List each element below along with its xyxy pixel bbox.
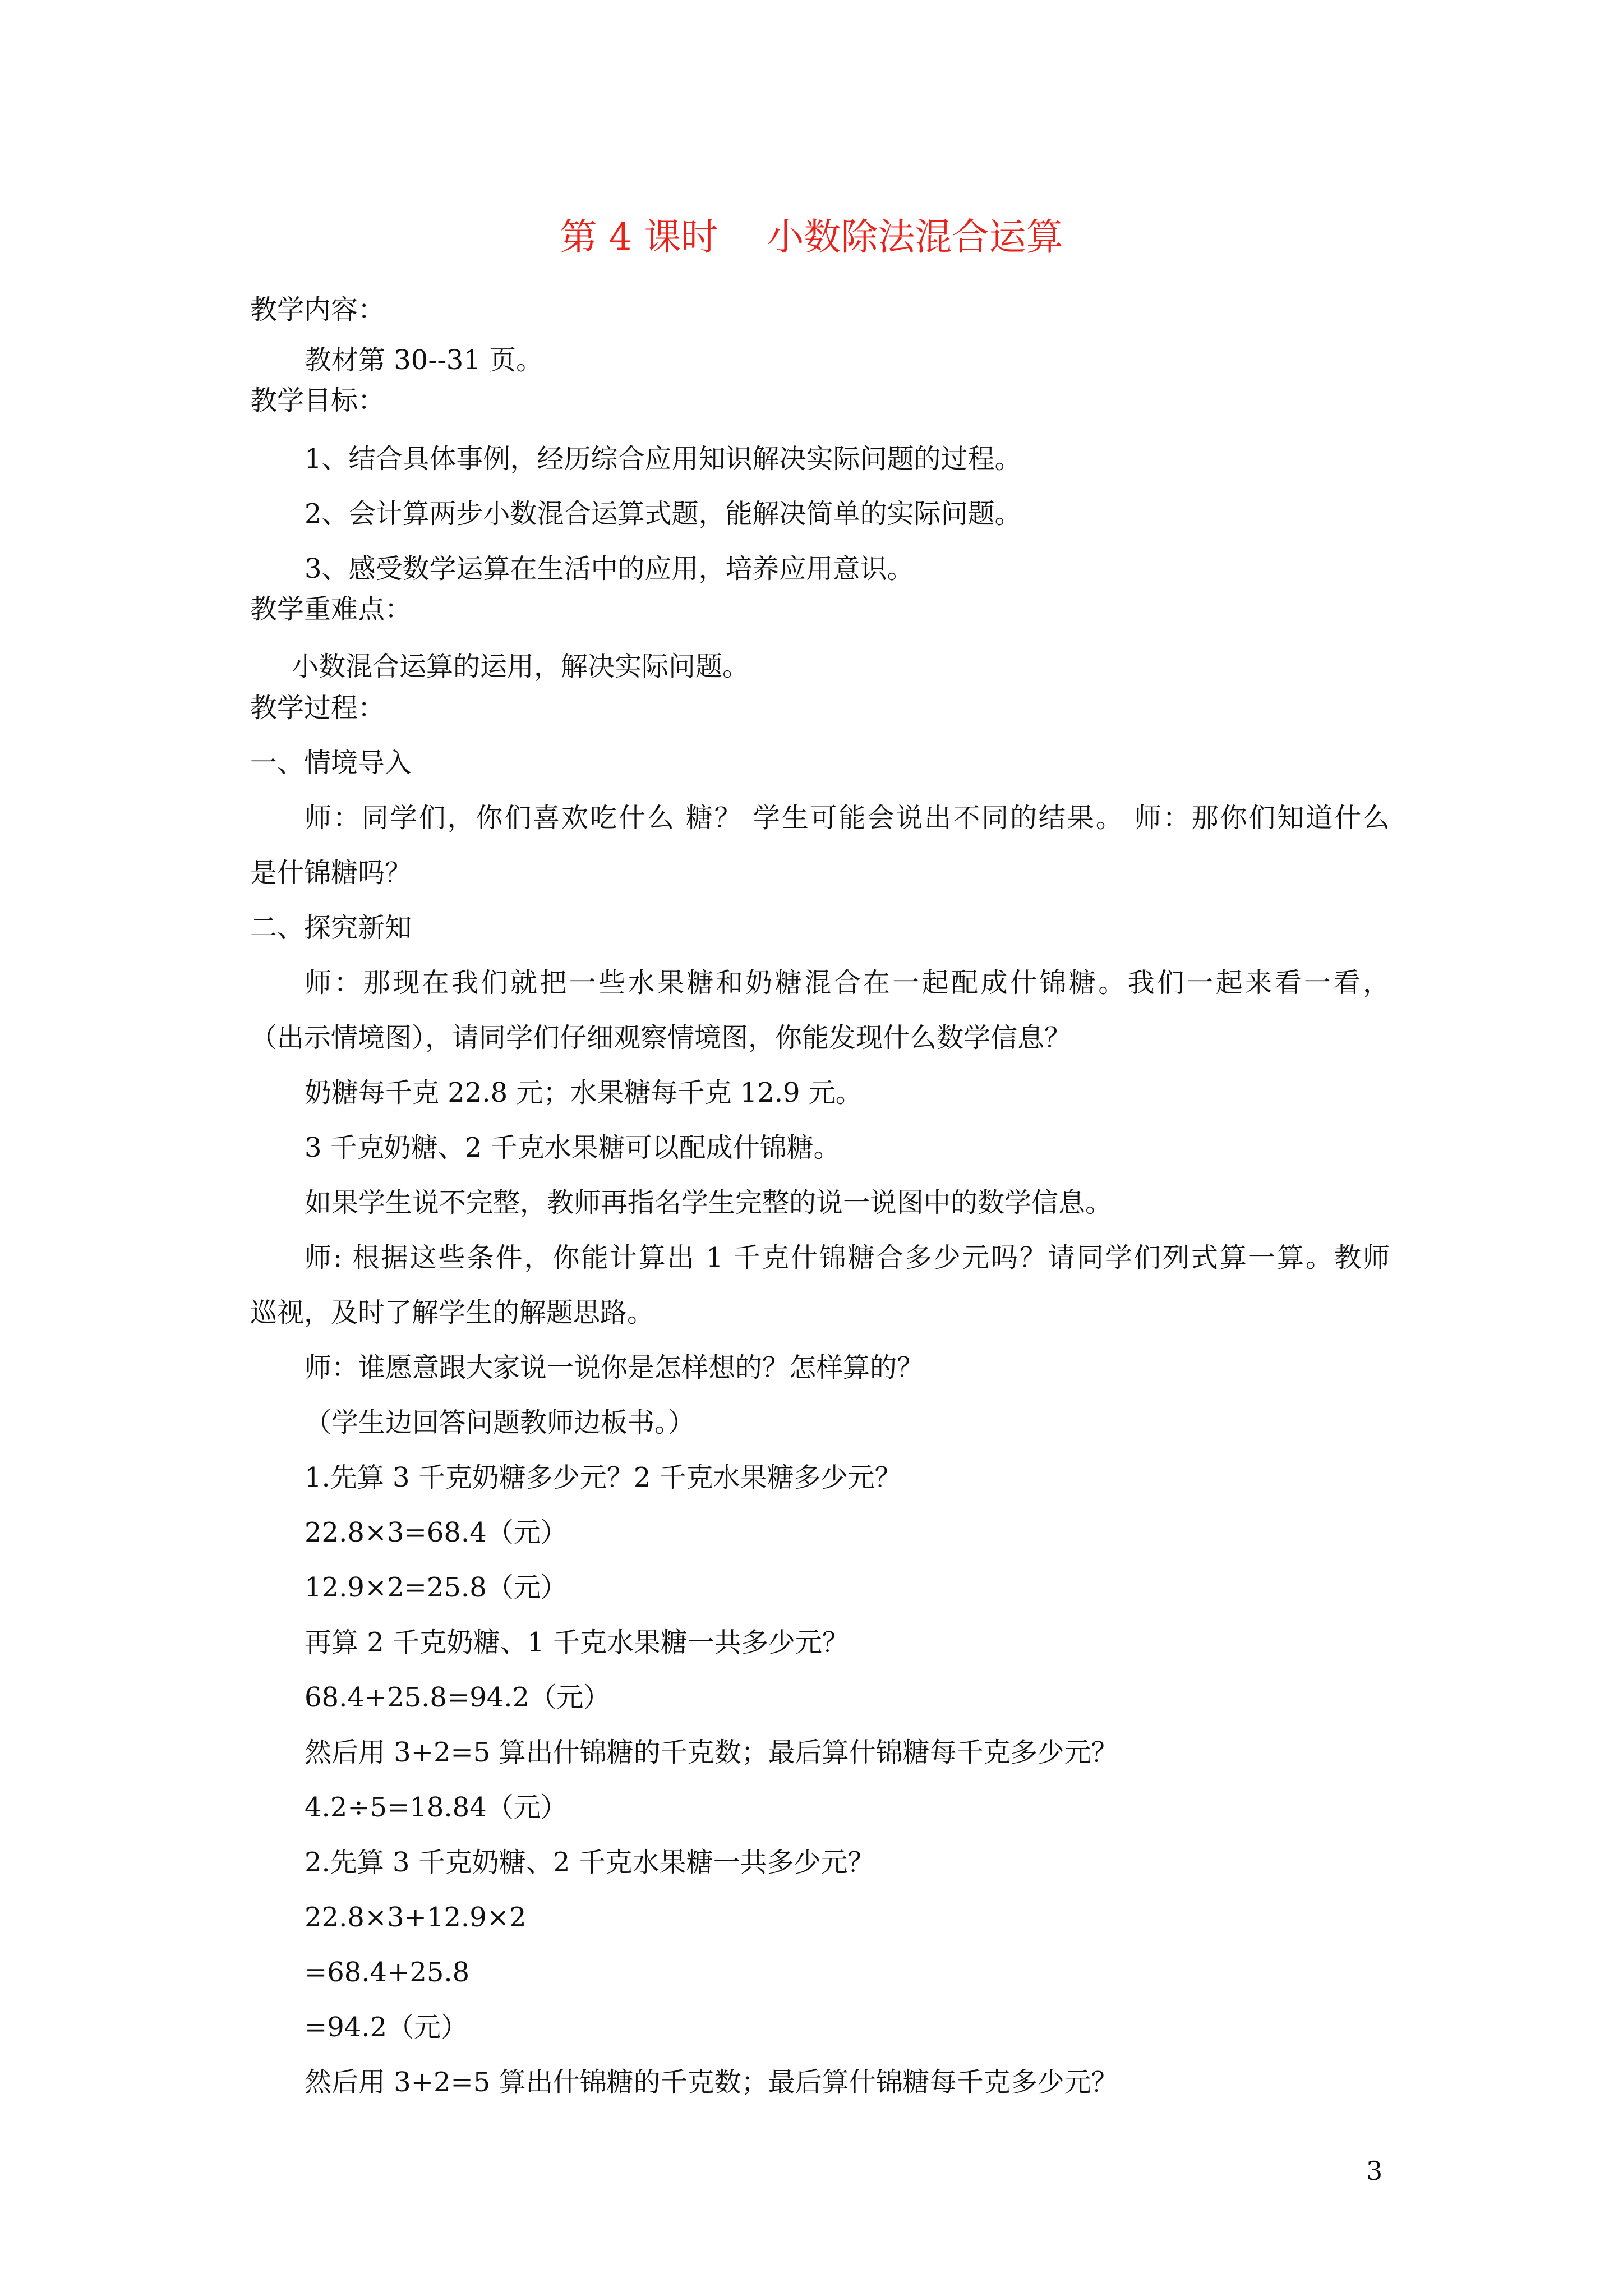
paragraph-line: 师: 根据这些条件，你能计算出 1 千克什锦糖合多少元吗？请同学们列式算一算。教师 (305, 1242, 1390, 1273)
equation-line: =94.2（元） (305, 2012, 468, 2043)
paragraph-line: 是什锦糖吗？ (250, 857, 412, 889)
goal-item-3: 3、感受数学运算在生活中的应用，培养应用意识。 (305, 553, 914, 585)
paragraph-line: （学生边回答问题教师边板书。） (305, 1407, 695, 1438)
paragraph-line: 如果学生说不完整，教师再指名学生完整的说一说图中的数学信息。 (305, 1187, 1113, 1218)
paragraph-line: 然后用 3+2=5 算出什锦糖的千克数；最后算什锦糖每千克多少元？ (305, 1737, 1118, 1768)
paragraph-line: 师：谁愿意跟大家说一说你是怎样想的？怎样算的？ (305, 1352, 924, 1383)
paragraph-line: 然后用 3+2=5 算出什锦糖的千克数；最后算什锦糖每千克多少元？ (305, 2067, 1118, 2098)
paragraph-line: 师：那现在我们就把一些水果糖和奶糖混合在一起配成什锦糖。我们一起来看一看， (305, 967, 1390, 999)
page-number: 3 (1366, 2156, 1383, 2186)
goal-item-2: 2、会计算两步小数混合运算式题，能解决简单的实际问题。 (305, 498, 1022, 530)
section-heading-2: 二、探究新知 (250, 912, 412, 944)
heading-teaching-process: 教学过程： (250, 692, 385, 724)
section-heading-1: 一、情境导入 (250, 747, 412, 779)
heading-teaching-content: 教学内容： (250, 294, 385, 325)
paragraph-line: （出示情境图），请同学们仔细观察情境图，你能发现什么数学信息？ (250, 1022, 1072, 1053)
paragraph-textbook-pages: 教材第 30--31 页。 (305, 344, 543, 376)
paragraph-line: 2.先算 3 千克奶糖、2 千克水果糖一共多少元？ (305, 1847, 875, 1878)
heading-key-points: 教学重难点： (250, 593, 412, 625)
paragraph-line: 奶糖每千克 22.8 元；水果糖每千克 12.9 元。 (305, 1077, 863, 1108)
paragraph-line: 3 千克奶糖、2 千克水果糖可以配成什锦糖。 (305, 1132, 841, 1163)
heading-teaching-goals: 教学目标： (250, 385, 385, 416)
paragraph-line: 1.先算 3 千克奶糖多少元？2 千克水果糖多少元？ (305, 1462, 902, 1493)
equation-line: 22.8×3+12.9×2 (305, 1902, 527, 1933)
paragraph-line: 师：同学们，你们喜欢吃什么 糖？ 学生可能会说出不同的结果。 师：那你们知道什么 (305, 802, 1390, 834)
document-title: 第 4 课时 小数除法混合运算 (560, 215, 1063, 259)
equation-line: 4.2÷5=18.84（元） (305, 1792, 568, 1823)
paragraph-key-points: 小数混合运算的运用，解决实际问题。 (292, 651, 750, 682)
equation-line: 68.4+25.8=94.2（元） (305, 1682, 611, 1713)
paragraph-line: 巡视，及时了解学生的解题思路。 (250, 1297, 654, 1328)
equation-line: 12.9×2=25.8（元） (305, 1572, 568, 1603)
goal-item-1: 1、结合具体事例，经历综合应用知识解决实际问题的过程。 (305, 443, 1022, 475)
paragraph-line: 再算 2 千克奶糖、1 千克水果糖一共多少元？ (305, 1627, 849, 1658)
equation-line: 22.8×3=68.4（元） (305, 1517, 568, 1548)
equation-line: =68.4+25.8 (305, 1957, 470, 1988)
